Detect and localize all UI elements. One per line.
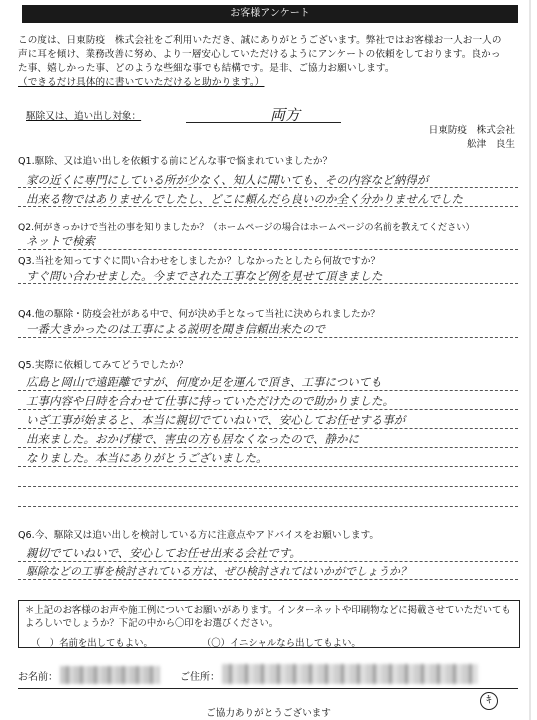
answer-4-line-1: 一番大きかったのは工事による説明を聞き信頼出来たので bbox=[26, 322, 325, 336]
target-value: 両方 bbox=[270, 106, 301, 124]
intro-line: この度は、日東防疫 株式会社をご利用いただき、誠にありがとうございます。弊社ではお客様お一人お一人の bbox=[18, 35, 502, 46]
name-redacted bbox=[60, 666, 160, 684]
question-1: Q1.駆除、又は追い出しを依頼する前にどんな事で悩まれていましたか？ bbox=[18, 156, 333, 167]
answer-line bbox=[18, 283, 518, 284]
company-block bbox=[429, 124, 515, 152]
answer-5-line-2: 工事内容や日時を合わせて仕事に持っていただけたので助かりました。 bbox=[26, 394, 394, 408]
name-underline bbox=[18, 688, 518, 689]
question-2: Q2.何がきっかけで当社の事を知りましたか？（ホームページの場合はホームページの名前を教えてください） bbox=[18, 222, 475, 233]
thanks-text: ご協力ありがとうございます bbox=[206, 708, 331, 719]
answer-line bbox=[18, 486, 518, 487]
survey-title: お客様アンケート bbox=[22, 5, 518, 23]
intro-text bbox=[18, 34, 524, 90]
answer-3-line-1: すぐ問い合わせました。今までされた工事など例を見せて頂きました bbox=[26, 269, 383, 283]
answer-1-line-1: 家の近くに専門にしている所が少なく、知人に聞いても、その内容など納得が bbox=[26, 173, 429, 187]
target-label: 駆除又は、追い出し対象： bbox=[26, 111, 142, 122]
company-person: 舩津 良生 bbox=[467, 139, 515, 150]
intro-note: （できるだけ具体的に書いていただけると助かります。） bbox=[18, 77, 265, 88]
answer-line bbox=[18, 249, 518, 250]
page-edge bbox=[529, 0, 531, 720]
answer-line bbox=[18, 187, 518, 188]
answer-line bbox=[18, 466, 518, 467]
answer-line bbox=[18, 428, 518, 429]
stamp-mark: ｷ bbox=[480, 692, 498, 710]
question-3: Q3.当社を知ってすぐに問い合わせをしましたか？しなかったとしたら何故ですか？ bbox=[18, 256, 381, 267]
answer-5-line-5: なりました。本当にありがとうございました。 bbox=[26, 451, 268, 465]
answer-line bbox=[18, 206, 518, 207]
answer-1-line-2: 出来る物ではありませんでしたし、どこに頼んだら良いのか全く分かりませんでした bbox=[26, 192, 463, 206]
answer-2-line-1: ネットで検索 bbox=[26, 234, 95, 248]
answer-line bbox=[18, 579, 518, 580]
answer-5-line-1: 広島と岡山で遠距離ですが、何度か足を運んで頂き、工事についても bbox=[26, 375, 382, 389]
consent-option-name[interactable]: （ ）名前を出してもよい。 bbox=[31, 638, 153, 649]
address-redacted bbox=[222, 664, 478, 684]
consent-note: ＊上記のお客様のお声や施工例についてお願いがあります。インターネットや印刷物などに掲載させていただいてもよろしいでしょうか？下記の中から〇印をお選びください。 bbox=[25, 605, 511, 629]
answer-6-line-2: 駆除などの工事を検討されている方は、ぜひ検討されてはいかがでしょうか？ bbox=[26, 565, 411, 578]
answer-line bbox=[18, 409, 518, 410]
answer-line bbox=[18, 506, 518, 507]
answer-line bbox=[18, 561, 518, 562]
consent-options bbox=[31, 635, 407, 649]
name-label: お名前： bbox=[18, 672, 58, 683]
target-row bbox=[26, 106, 301, 124]
answer-line bbox=[18, 337, 518, 338]
answer-6-line-1: 親切でていねいで、安心してお任せ出来る会社です。 bbox=[26, 546, 301, 560]
answer-line bbox=[18, 390, 518, 391]
intro-line: 声に耳を傾け、業務改善に努め、より一層安心していただけるようにアンケートの依頼をしております。良かっ bbox=[18, 49, 501, 60]
consent-box bbox=[18, 600, 520, 648]
question-6: Q6.今、駆除又は追い出しを検討している方に注意点やアドバイスをお願いします。 bbox=[18, 530, 380, 541]
address-label: ご住所： bbox=[180, 672, 220, 683]
answer-5-line-3: いざ工事が始まると、本当に親切でていねいで、安心してお任せする事が bbox=[26, 413, 406, 427]
consent-option-initials[interactable]: （〇）イニシャルなら出してもよい。 bbox=[201, 638, 361, 649]
answer-5-line-4: 出来ました。おかげ様で、害虫の方も居なくなったので、静かに bbox=[26, 432, 360, 446]
question-5: Q5.実際に依頼してみてどうでしたか？ bbox=[18, 360, 189, 371]
answer-line bbox=[18, 447, 518, 448]
target-underline bbox=[186, 122, 341, 123]
company-name: 日東防疫 株式会社 bbox=[428, 125, 515, 136]
question-4: Q4.他の駆除・防疫会社がある中で、何が決め手となって当社に決められましたか？ bbox=[18, 309, 380, 320]
intro-line: た事、嬉しかった事、どのような些細な事でも結構です。是非、ご協力お願いします。 bbox=[18, 63, 395, 74]
